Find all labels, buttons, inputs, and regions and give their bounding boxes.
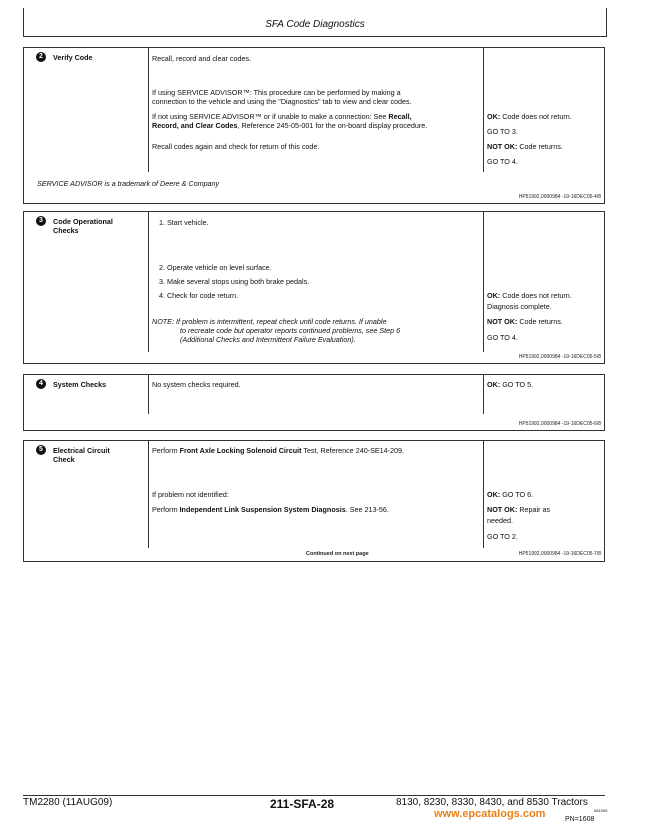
step-text: If using SERVICE ADVISOR™: This procedure can be performed by making a [152,88,401,97]
column-divider [483,441,484,548]
tractor-models: 8130, 8230, 8330, 8430, and 8530 Tractors [396,797,588,808]
reference-code: HP51992,0000984 -19-16DEC05-7/8 [518,551,601,557]
step-text: If problem not identified: [152,490,229,499]
step-number-badge: 5 [36,445,46,455]
step-title: Electrical Circuit [53,446,110,455]
step-title: Checks [53,226,79,235]
step-text: Recall, record and clear codes. [152,54,252,63]
step-title: System Checks [53,380,107,389]
step-number-badge: 3 [36,216,46,226]
notok-result: NOT OK: Code returns. [487,142,563,151]
watermark: www.epcatalogs.com [434,808,546,820]
ok-result: OK: GO TO 5. [487,380,534,389]
step-text: Recall codes again and check for return of this code. [152,142,320,151]
reference-code: HP51992,0000984 -19-16DEC05-5/8 [518,354,601,360]
column-divider [483,375,484,414]
note-text: (Additional Checks and Intermittent Failure Evaluation). [180,335,356,344]
goto-link: GO TO 4. [487,157,518,166]
page-number: 211-SFA-28 [270,797,335,811]
section-verify-code [23,47,605,204]
step-text: Perform Independent Link Suspension System Diagnosis. See 213-56. [152,505,389,514]
section-code-operational-checks [23,211,605,364]
step-text: No system checks required. [152,380,241,389]
section-system-checks [23,374,605,431]
page-header [23,8,607,37]
reference-code: HP51992,0000984 -19-16DEC05-4/8 [518,194,601,200]
pn-label: PN=1608 [565,816,595,823]
column-divider [148,48,149,172]
step-title: Check [53,455,75,464]
small-code: 081009 [594,808,608,813]
ok-result: OK: Code does not return. [487,291,572,300]
ok-result-detail: Diagnosis complete. [487,302,552,311]
continued-note: Continued on next page [306,551,369,557]
column-divider [148,375,149,414]
column-divider [148,441,149,548]
step-text: connection to the vehicle and using the "Diagnostics" tab to view and clear codes. [152,97,412,106]
notok-result-detail: needed. [487,516,513,525]
step-text: 1. Start vehicle. [159,218,209,227]
step-text: 4. Check for code return. [159,291,239,300]
reference-code: HP51992,0000984 -19-16DEC05-6/8 [518,421,601,427]
step-title: Verify Code [53,53,93,62]
notok-result: NOT OK: Repair as [487,505,551,514]
step-text: 2. Operate vehicle on level surface. [159,263,272,272]
step-text: If not using SERVICE ADVISOR™ or if unable to make a connection: See Recall, [152,112,412,121]
trademark-note: SERVICE ADVISOR is a trademark of Deere & Company [37,179,220,188]
step-number-badge: 4 [36,379,46,389]
column-divider [148,212,149,352]
manual-code: TM2280 (11AUG09) [23,797,113,808]
goto-link: GO TO 4. [487,333,518,342]
notok-result: NOT OK: Code returns. [487,317,563,326]
step-text: Perform Front Axle Locking Solenoid Circuit Test, Reference 240-SE14-209. [152,446,405,455]
note-text: NOTE: If problem is intermittent, repeat check until code returns. If unable [152,317,387,326]
footer-rule [23,795,605,796]
page-title: SFA Code Diagnostics [265,19,365,30]
step-title: Code Operational [53,217,113,226]
column-divider [483,212,484,352]
section-electrical-circuit-check [23,440,605,562]
ok-result: OK: Code does not return. [487,112,572,121]
column-divider [483,48,484,172]
note-text: to recreate code but operator reports continued problems, see Step 6 [180,326,401,335]
step-text: 3. Make several stops using both brake pedals. [159,277,310,286]
goto-link: GO TO 2. [487,532,518,541]
step-text: Record, and Clear Codes, Reference 245-05-001 for the on-board display procedure. [152,121,428,130]
ok-result: OK: GO TO 6. [487,490,534,499]
step-number-badge: 2 [36,52,46,62]
goto-link: GO TO 3. [487,127,518,136]
